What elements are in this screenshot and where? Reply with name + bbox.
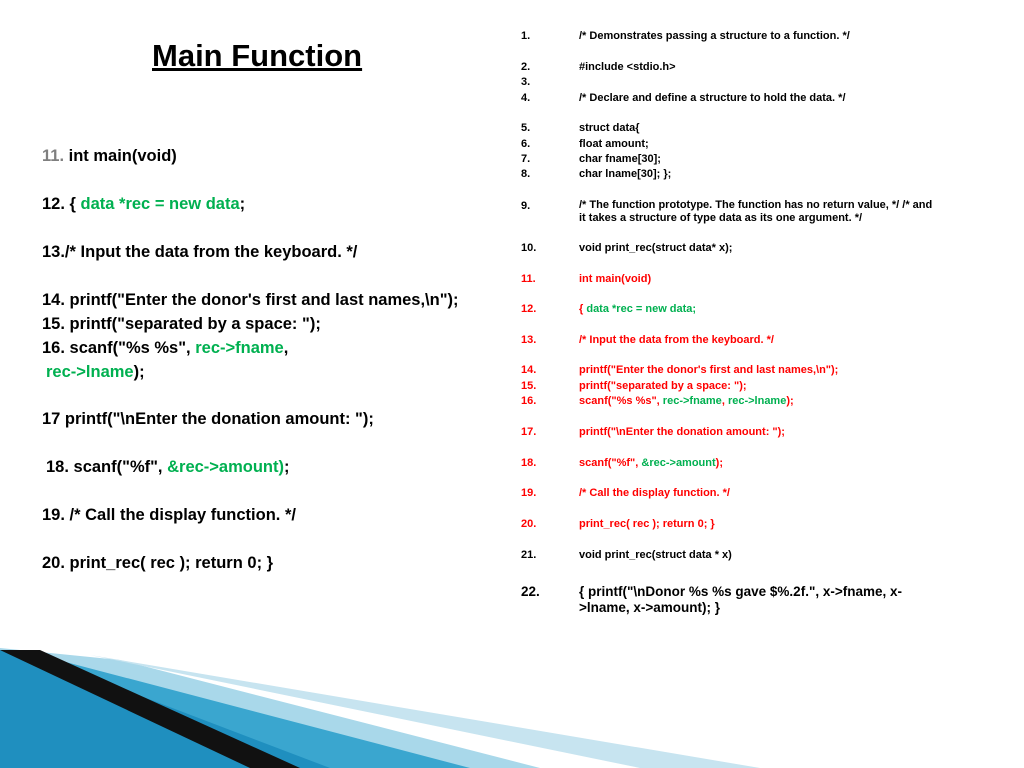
- right-num-7: 7.: [521, 153, 531, 165]
- right-num-8: 8.: [521, 168, 531, 180]
- slide-title: Main Function: [152, 38, 363, 73]
- left-line-18-highlight: &rec->amount): [167, 458, 285, 476]
- right-code-11: int main(void): [579, 273, 652, 285]
- right-code-8: char lname[30]; };: [579, 168, 672, 180]
- left-line-12: [42, 194, 245, 214]
- right-code-16: [579, 395, 954, 408]
- right-code-16-highlight-2: rec->lname: [727, 395, 787, 407]
- left-line-16-cont: [46, 362, 145, 382]
- right-code-2: #include <stdio.h>: [579, 61, 676, 73]
- right-code-16-c: ,: [721, 395, 728, 407]
- left-line-16-cont-b: );: [133, 363, 145, 381]
- right-code-20: print_rec( rec ); return 0; }: [579, 518, 715, 530]
- right-code-12: [579, 303, 954, 316]
- right-num-18: 18.: [521, 457, 537, 469]
- left-line-19: 19. /* Call the display function. */: [42, 506, 296, 524]
- left-line-18-a: 18. scanf("%f",: [46, 458, 168, 476]
- right-code-18-c: );: [715, 457, 723, 469]
- right-num-9: 9.: [521, 200, 531, 212]
- right-num-6: 6.: [521, 138, 531, 150]
- right-code-10: void print_rec(struct data* x);: [579, 242, 733, 254]
- left-line-15: 15. printf("separated by a space: ");: [42, 315, 321, 333]
- left-line-13: 13./* Input the data from the keyboard. */: [42, 243, 358, 261]
- right-code-6: float amount;: [579, 138, 649, 150]
- left-line-12-a: 12. {: [42, 195, 81, 213]
- right-code-21: void print_rec(struct data * x): [579, 549, 732, 561]
- right-num-20: 20.: [521, 518, 537, 530]
- left-line-20: 20. print_rec( rec ); return 0; }: [42, 554, 274, 572]
- right-code-19: /* Call the display function. */: [579, 487, 730, 499]
- right-code-16-a: scanf("%s %s",: [579, 395, 663, 407]
- left-line-16-highlight: rec->fname: [195, 339, 284, 357]
- right-num-1: 1.: [521, 30, 531, 42]
- right-num-21: 21.: [521, 549, 537, 561]
- right-num-2: 2.: [521, 61, 531, 73]
- right-code-22: { printf("\nDonor %s %s gave $%.2f.", x->fname, x->lname, x->amount); }: [579, 584, 902, 615]
- right-num-14: 14.: [521, 364, 537, 376]
- left-line-18: [46, 457, 290, 477]
- right-code-18: [579, 457, 954, 470]
- right-num-19: 19.: [521, 487, 537, 499]
- left-line-16-cont-highlight: rec->lname: [46, 363, 134, 381]
- left-line-17: 17 printf("\nEnter the donation amount: ");: [42, 410, 374, 428]
- right-code-16-e: );: [786, 395, 794, 407]
- right-num-12: 12.: [521, 303, 537, 315]
- right-num-22: 22.: [521, 584, 540, 599]
- right-num-15: 15.: [521, 380, 537, 392]
- right-code-18-a: scanf("%f",: [579, 457, 642, 469]
- left-line-11: [42, 146, 177, 166]
- right-num-13: 13.: [521, 334, 537, 346]
- right-num-5: 5.: [521, 122, 531, 134]
- left-line-12-highlight: data *rec = new data: [80, 195, 240, 213]
- right-num-17: 17.: [521, 426, 537, 438]
- left-line-14: 14. printf("Enter the donor's first and last names,\n");: [42, 291, 459, 309]
- right-num-16: 16.: [521, 395, 537, 407]
- right-code-9: /* The function prototype. The function has no return value, */ /* and it takes a structure of type data as its one argument. */: [579, 199, 933, 224]
- right-code-13: /* Input the data from the keyboard. */: [579, 334, 774, 346]
- left-line-11-number: 11.: [42, 147, 65, 165]
- left-line-11-text: int main(void): [64, 147, 177, 165]
- right-code-15: printf("separated by a space: ");: [579, 380, 747, 392]
- left-line-18-c: ;: [284, 458, 290, 476]
- left-line-12-c: ;: [239, 195, 246, 213]
- right-code-1: /* Demonstrates passing a structure to a function. */: [579, 30, 850, 42]
- right-code-12-highlight: data *rec = new data;: [586, 303, 697, 315]
- right-num-4: 4.: [521, 92, 531, 104]
- right-code-17: printf("\nEnter the donation amount: ");: [579, 426, 785, 438]
- right-code-18-highlight: &rec->amount: [641, 457, 716, 469]
- right-code-16-highlight-1: rec->fname: [662, 395, 722, 407]
- left-line-16-a: 16. scanf("%s %s",: [42, 339, 196, 357]
- right-code-14: printf("Enter the donor's first and last names,\n");: [579, 364, 839, 376]
- right-code-5: struct data{: [579, 122, 640, 134]
- left-line-16-c: ,: [283, 339, 289, 357]
- right-code-4: /* Declare and define a structure to hold the data. */: [579, 92, 846, 104]
- right-num-11: 11.: [521, 273, 536, 285]
- right-num-10: 10.: [521, 242, 537, 254]
- left-line-16: [42, 338, 288, 358]
- right-num-3: 3.: [521, 76, 531, 88]
- right-code-12-a: {: [579, 303, 587, 315]
- right-code-7: char fname[30];: [579, 153, 661, 165]
